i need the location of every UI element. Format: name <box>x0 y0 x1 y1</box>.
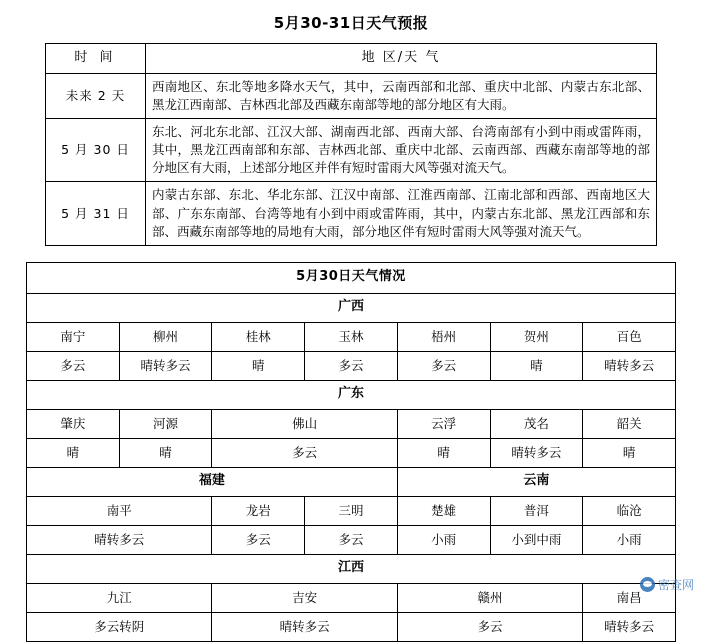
city-cell: 楚雄 <box>397 496 490 525</box>
section-header-row <box>27 554 676 583</box>
weather-cell: 晴 <box>119 438 212 467</box>
weather-cell: 晴 <box>397 438 490 467</box>
forecast-text-2: 内蒙古东部、东北、华北东部、江汉中南部、江淮西南部、江南北部和西部、西南地区大部、广东东南部、台湾等地有小到中雨或雷阵雨，其中，内蒙古东北部、黑龙江西部和东部、西藏东南部等地的局地有大雨，部分地区伴有短时雷雨大风等强对流天气。 <box>146 182 657 245</box>
weather-cell: 多云 <box>397 612 582 641</box>
weather-cell: 晴 <box>490 351 583 380</box>
section-yunnan: 云南 <box>397 467 675 496</box>
city-cell: 韶关 <box>583 409 676 438</box>
weather-cell: 晴 <box>27 438 120 467</box>
city-cell: 柳州 <box>119 322 212 351</box>
weather-cell: 晴转多云 <box>212 612 397 641</box>
section-header-row <box>27 380 676 409</box>
weather-cell: 晴转多云 <box>583 351 676 380</box>
section-fujian: 福建 <box>27 467 398 496</box>
city-cell: 南平 <box>27 496 212 525</box>
section-header-row <box>27 293 676 322</box>
weather-cell: 晴转多云 <box>490 438 583 467</box>
weather-cell: 晴转多云 <box>119 351 212 380</box>
city-row <box>27 322 676 351</box>
weather-row <box>27 438 676 467</box>
weather-row <box>27 351 676 380</box>
city-cell: 茂名 <box>490 409 583 438</box>
city-cell: 三明 <box>305 496 398 525</box>
table-row <box>46 182 657 245</box>
document-page <box>0 12 702 634</box>
weather-row <box>27 525 676 554</box>
section-jiangxi: 江西 <box>27 554 676 583</box>
section-guangdong: 广东 <box>27 380 676 409</box>
section-guangxi: 广西 <box>27 293 676 322</box>
section-header-row <box>27 467 676 496</box>
city-cell: 赣州 <box>397 583 582 612</box>
city-cell: 云浮 <box>397 409 490 438</box>
weather-cell: 多云 <box>212 525 305 554</box>
city-row <box>27 496 676 525</box>
forecast-period-1: 5 月 30 日 <box>46 119 146 182</box>
table-header-row <box>46 44 657 74</box>
forecast-text-0: 西南地区、东北等地多降水天气，其中，云南西部和北部、重庆中北部、内蒙古东北部、黑龙江西南部、吉林西北部及西藏东南部等地的部分地区有大雨。 <box>146 73 657 118</box>
weather-cell: 多云 <box>305 525 398 554</box>
weather-cell: 小到中雨 <box>490 525 583 554</box>
weather-cell: 小雨 <box>583 525 676 554</box>
city-cell: 吉安 <box>212 583 397 612</box>
weather-cell: 晴 <box>212 351 305 380</box>
header-time: 时 间 <box>46 44 146 74</box>
page-title: 5月30-31日天气预报 <box>273 14 429 32</box>
weather-cell: 晴 <box>583 438 676 467</box>
weather-cell: 小雨 <box>397 525 490 554</box>
city-cell: 肇庆 <box>27 409 120 438</box>
weather-cell: 晴转多云 <box>27 525 212 554</box>
weather-row <box>27 612 676 641</box>
city-cell: 临沧 <box>583 496 676 525</box>
watermark-label: 密查网 <box>657 578 694 592</box>
weather-cell: 多云 <box>305 351 398 380</box>
city-cell: 百色 <box>583 322 676 351</box>
forecast-table <box>45 43 657 246</box>
city-cell: 龙岩 <box>212 496 305 525</box>
weather-cell: 晴转多云 <box>583 612 676 641</box>
conditions-caption: 5月30日天气情况 <box>27 262 676 293</box>
weather-cell: 多云转阴 <box>27 612 212 641</box>
city-row <box>27 583 676 612</box>
city-cell: 南宁 <box>27 322 120 351</box>
table-row <box>46 119 657 182</box>
city-cell: 桂林 <box>212 322 305 351</box>
weather-cell: 多云 <box>27 351 120 380</box>
city-cell: 普洱 <box>490 496 583 525</box>
city-cell: 河源 <box>119 409 212 438</box>
city-cell: 梧州 <box>397 322 490 351</box>
forecast-period-0: 未来 2 天 <box>46 73 146 118</box>
city-cell: 九江 <box>27 583 212 612</box>
city-cell: 南昌 <box>583 583 676 612</box>
forecast-text-1: 东北、河北东北部、江汉大部、湖南西北部、西南大部、台湾南部有小到中雨或雷阵雨，其中，黑龙江西南部和东部、吉林西北部、重庆中北部、云南西部、西藏东南部等地的部分地区有大雨，上述部分地区并伴有短时雷雨大风等强对流天气。 <box>146 119 657 182</box>
forecast-period-2: 5 月 31 日 <box>46 182 146 245</box>
conditions-caption-row <box>27 262 676 293</box>
city-cell: 佛山 <box>212 409 397 438</box>
table-row <box>46 73 657 118</box>
weather-cell: 多云 <box>397 351 490 380</box>
city-row <box>27 409 676 438</box>
city-cell: 贺州 <box>490 322 583 351</box>
city-cell: 玉林 <box>305 322 398 351</box>
header-region-weather: 地 区/天 气 <box>146 44 657 74</box>
weather-cell: 多云 <box>212 438 397 467</box>
